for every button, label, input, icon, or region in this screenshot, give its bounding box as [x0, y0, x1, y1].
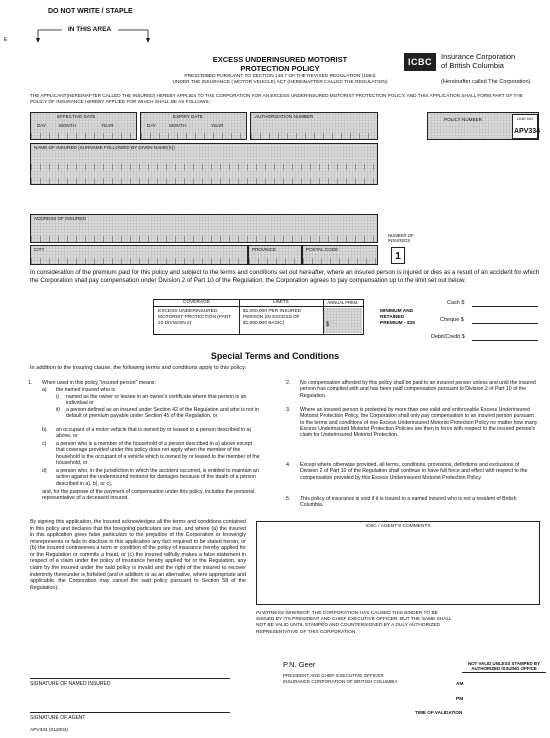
in-this-area-label: IN THIS AREA	[68, 26, 112, 33]
witness-statement: IN WITNESS WHEREOF, THE CORPORATION HAS CAUSED THIS BINDER TO BE SIGNED BY ITS PRESIDENT AND CHIEF EXECUTIVE OFFICER, BUT THE SAME SHALL NOT BE VALID UNTIL STAMPED AND COUNTERSIGNED BY A DULY AUTHORIZED REPRESENTATIVE OF THIS CORPORATION.	[256, 611, 452, 635]
clause-5-number: 5.	[286, 496, 291, 502]
cheque-label: Cheque $	[440, 317, 464, 323]
expiry-year-label: YEAR	[211, 123, 224, 128]
prescribed-line2: UNDER THE INSURANCE ( MOTOR VEHICLE) ACT (HEREINAFTER CALLED THE REGULATION)	[172, 80, 388, 86]
comments-label: ICBC / AGENT'S COMMENTS	[365, 524, 431, 529]
expiry-date-field[interactable]	[140, 112, 247, 140]
effective-year-label: YEAR	[101, 123, 114, 128]
clause-1-intro: When used in this policy "insured person" means:	[42, 380, 156, 386]
authorization-number-label: AUTHORIZATION NUMBER	[255, 114, 314, 119]
annual-premium-header: ANNUAL PREM.	[327, 300, 359, 305]
province-field[interactable]	[248, 245, 302, 265]
expiry-day-label: DAY	[147, 123, 157, 128]
clause-1c-text: a person who is a member of the household of a person described in a) above except that coverage provided under this policy does not apply when the member of the household is the occupant of a vehicle which is owned by or leased to the member of the household, or	[56, 441, 260, 467]
clause-1aii-text: a person defined as an insured under Section 42 of the Regulation and who is not in default of premium payable under Section 45 of the Regulation, or	[66, 407, 259, 420]
postal-code-label: POSTAL CODE	[306, 247, 339, 252]
effective-date-ticks	[31, 133, 136, 139]
line-no-box	[512, 114, 541, 139]
validation-heading-line1: NOT VALID UNLESS STAMPED BY	[467, 661, 541, 666]
applicant-statement: THE APPLICANT(HEREINAFTER CALLED THE INSURED) HEREBY APPLIES TO THE CORPORATION FOR AN EXCESS UNDERINSURED MOTORIST PROTECTION POLICY, AND THIS APPLICATION SHALL FORM PART OF THE POLICY OF INSURANCE HEREBY APPLIED FOR WHICH SHALL BE AS FOLLOWS:	[30, 93, 523, 104]
clause-1ai-text: named as the owner or lessee in an owner's certificate where that person is an individual or	[66, 394, 247, 407]
postal-code-ticks	[303, 258, 377, 264]
corporation-name	[441, 52, 515, 70]
line-no-label: LINE NO.	[517, 116, 535, 121]
clause-1d-label: d)	[42, 468, 47, 474]
effective-date-field[interactable]	[30, 112, 137, 140]
province-ticks	[249, 258, 301, 264]
margin-mark: E	[4, 37, 8, 43]
president-title-line2: INSURANCE CORPORATION OF BRITISH COLUMBIA	[283, 678, 398, 684]
clause-1b-text: an occupant of a motor vehicle that is owned by or leased to a person described in a) above, or	[56, 427, 252, 440]
expiry-date-ticks	[141, 133, 246, 139]
clause-1-tail: and, for the purpose of the payment of compensation under this policy, includes the personal representative of a deceased insured.	[42, 489, 255, 502]
limits-value: $1,000,000 PER INSURED PERSON (IN EXCESS OF $1,000,000 BASIC)	[243, 309, 302, 326]
city-label: CITY	[34, 247, 45, 252]
name-of-insured-field[interactable]	[30, 143, 378, 185]
cheque-line[interactable]	[472, 323, 538, 324]
validation-heading-line2: AUTHORIZED ISSUING OFFICE	[471, 666, 537, 672]
province-label: PROVINCE	[252, 247, 276, 252]
named-insured-signature-line[interactable]	[30, 678, 230, 679]
expiry-date-label: EXPIRY DATE	[173, 114, 203, 119]
clause-3-text: Where an insured person is protected by more than one valid and enforceable Excess Underinsured Motorist Protection Policy, the Corporation shall only pay compensation to an insured person pursuant to the terms and conditions of one Excess Underinsured Motorist Protection Policy no matter how many Excess Underinsured Motorist Protection Policies are then in force with respect to the insured person's claim for Underinsured Motorist Protection.	[300, 407, 538, 439]
coverage-header: COVERAGE	[182, 300, 211, 305]
premium-field[interactable]	[324, 308, 362, 333]
agent-signature-line[interactable]	[30, 712, 230, 713]
corp-hereinafter: (Hereinafter called The Corporation)	[441, 79, 531, 85]
form-code: APV334	[514, 128, 541, 135]
named-insured-signature-label: SIGNATURE OF NAMED INSURED	[30, 681, 111, 687]
cash-line[interactable]	[472, 306, 538, 307]
limits-header: LIMITS	[273, 300, 289, 305]
name-of-insured-label: NAME OF INSURED (SURNAME FOLLOWED BY GIVEN NAME(S))	[34, 145, 175, 150]
special-terms-title: Special Terms and Conditions	[210, 351, 340, 361]
name-ticks-2	[31, 178, 377, 184]
clause-1aii-label: ii)	[56, 407, 61, 413]
policy-title-line2: PROTECTION POLICY	[240, 64, 320, 74]
city-ticks	[31, 258, 247, 264]
clause-4-text: Except where otherwise provided, all terms, conditions, provisions, definitions and exclusions of Division 2 of Part 10 of the Regulation shall continue to have full force and effect with respect to the compensation provided by this Excess Underinsured Motorist Protection Policy.	[300, 462, 528, 481]
coverage-value: EXCESS UNDERINSURED MOTORIST PROTECTION (PART 10 DIVISION 2)	[158, 309, 232, 326]
clause-4-number: 4.	[286, 462, 291, 468]
clause-2-number: 2.	[286, 380, 291, 386]
clause-3-number: 3.	[286, 407, 291, 413]
debit-credit-label: Debit/Credit $	[431, 334, 465, 340]
pm-label: PM	[456, 697, 464, 702]
prescribed-line1: PRESCRIBED PURSUANT TO SECTION 148.7 OF THE REVISED REGULATION (1984)	[184, 74, 376, 79]
corp-name-line1: Insurance Corporation	[441, 52, 516, 61]
clause-1ai-label: i)	[56, 394, 59, 400]
number-of-insureds-value: 1	[391, 247, 405, 264]
effective-date-label: EFFECTIVE DATE	[57, 114, 96, 119]
authorization-number-field[interactable]	[250, 112, 378, 140]
effective-day-label: DAY	[37, 123, 47, 128]
number-of-insureds-label: NUMBER OF INSUREDS	[388, 233, 414, 244]
form-footer-code: APV334 (012004)	[30, 728, 69, 733]
postal-code-field[interactable]	[302, 245, 378, 265]
agent-signature-label: SIGNATURE OF AGENT	[30, 715, 86, 721]
policy-title	[196, 55, 364, 74]
policy-number-field[interactable]	[427, 112, 539, 140]
minimum-premium-note: MINIMUM AND RETAINED PREMIUM - $25	[380, 309, 415, 326]
clause-1c-label: c)	[42, 441, 47, 447]
am-label: AM	[456, 682, 464, 687]
clause-1a-label: a)	[42, 387, 47, 393]
president-title	[283, 673, 398, 685]
effective-month-label: MONTH	[59, 123, 76, 128]
clause-1d-text: a person who, in the jurisdiction in which the accident occurred, is entitled to maintain an action against the underinsured motorist for damages because of the death of a person described in a), b), or c),	[56, 468, 259, 487]
authorization-ticks	[251, 133, 377, 139]
validation-heading	[462, 661, 546, 673]
do-not-write-label: DO NOT WRITE / STAPLE	[48, 8, 133, 15]
signing-declaration: By signing this application, the insured acknowledges all the terms and conditions contained in this policy and declares that the foregoing particulars are true, and where (a) the insured in this application gives false particulars to the prejudice of the Corporation or knowingly misrepresents or fails to disclose in this application any fact required to be stated herein, or (b) the insured contravenes a term or condition of the policy of insurance hereby applied for or the Regulation or commits a fraud, or (c) the insured wilfully makes a false statement in respect of a claim under the policy of insurance hereby applied for or the Regulation, any claim by the insured under the said policy is invalid and the right of the insured to recover indemnity thereunder is forfeited (and in addition or as an alternative, where appropriate and applicable, the Corporation may cancel the said policy pursuant to Section 58 of the Regulation).	[30, 519, 246, 591]
clause-1-number: 1.	[28, 380, 33, 386]
debit-credit-line[interactable]	[472, 340, 538, 341]
address-of-insured-field[interactable]	[30, 214, 378, 243]
consideration-text: In consideration of the premium paid for this policy and subject to the terms and conditions set out hereafter, where an insured person is injured or dies as a result of an accident for which the Corporation shall pay compensation under Division 2 of Part 10 of the Regulation, the Corporation agrees to pay compensation up to the limit set out below.	[30, 269, 540, 284]
president-signature: P.N. Geer	[283, 660, 316, 669]
name-ticks-1	[31, 164, 377, 170]
policy-number-label: POLICY NUMBER	[444, 117, 482, 122]
special-terms-intro: In addition to the insuring clause, the following terms and conditions apply to this policy:	[30, 365, 247, 371]
clause-5-text: This policy of insurance is void if it is issued to a named insured who is not a resident of British Columbia.	[300, 496, 517, 509]
coverage-table	[153, 299, 364, 335]
time-of-validation-label: TIME OF VALIDATION	[415, 710, 463, 715]
comments-box[interactable]	[256, 521, 540, 605]
icbc-logo: ICBC	[404, 53, 436, 71]
expiry-month-label: MONTH	[169, 123, 186, 128]
premium-dollar: $	[326, 322, 330, 328]
address-of-insured-label: ADDRESS OF INSURED	[34, 216, 86, 221]
clause-1b-label: b)	[42, 427, 47, 433]
prescribed-text	[170, 74, 390, 86]
clause-2-text: No compensation afforded by this policy shall be paid to an insured person unless and until the insured person has complied with and has been paid compensation pursuant to Division 2 of Part 10 of the Regulation.	[300, 380, 536, 399]
address-ticks	[31, 236, 377, 242]
policy-title-line1: EXCESS UNDERINSURED MOTORIST	[212, 55, 348, 64]
cash-label: Cash $	[447, 300, 465, 306]
corp-name-line2: of British Columbia	[441, 61, 504, 70]
president-title-line1: PRESIDENT AND CHIEF EXECUTIVE OFFICER	[283, 673, 384, 678]
city-field[interactable]	[30, 245, 248, 265]
clause-1a-text: the named insured who is	[56, 387, 116, 393]
